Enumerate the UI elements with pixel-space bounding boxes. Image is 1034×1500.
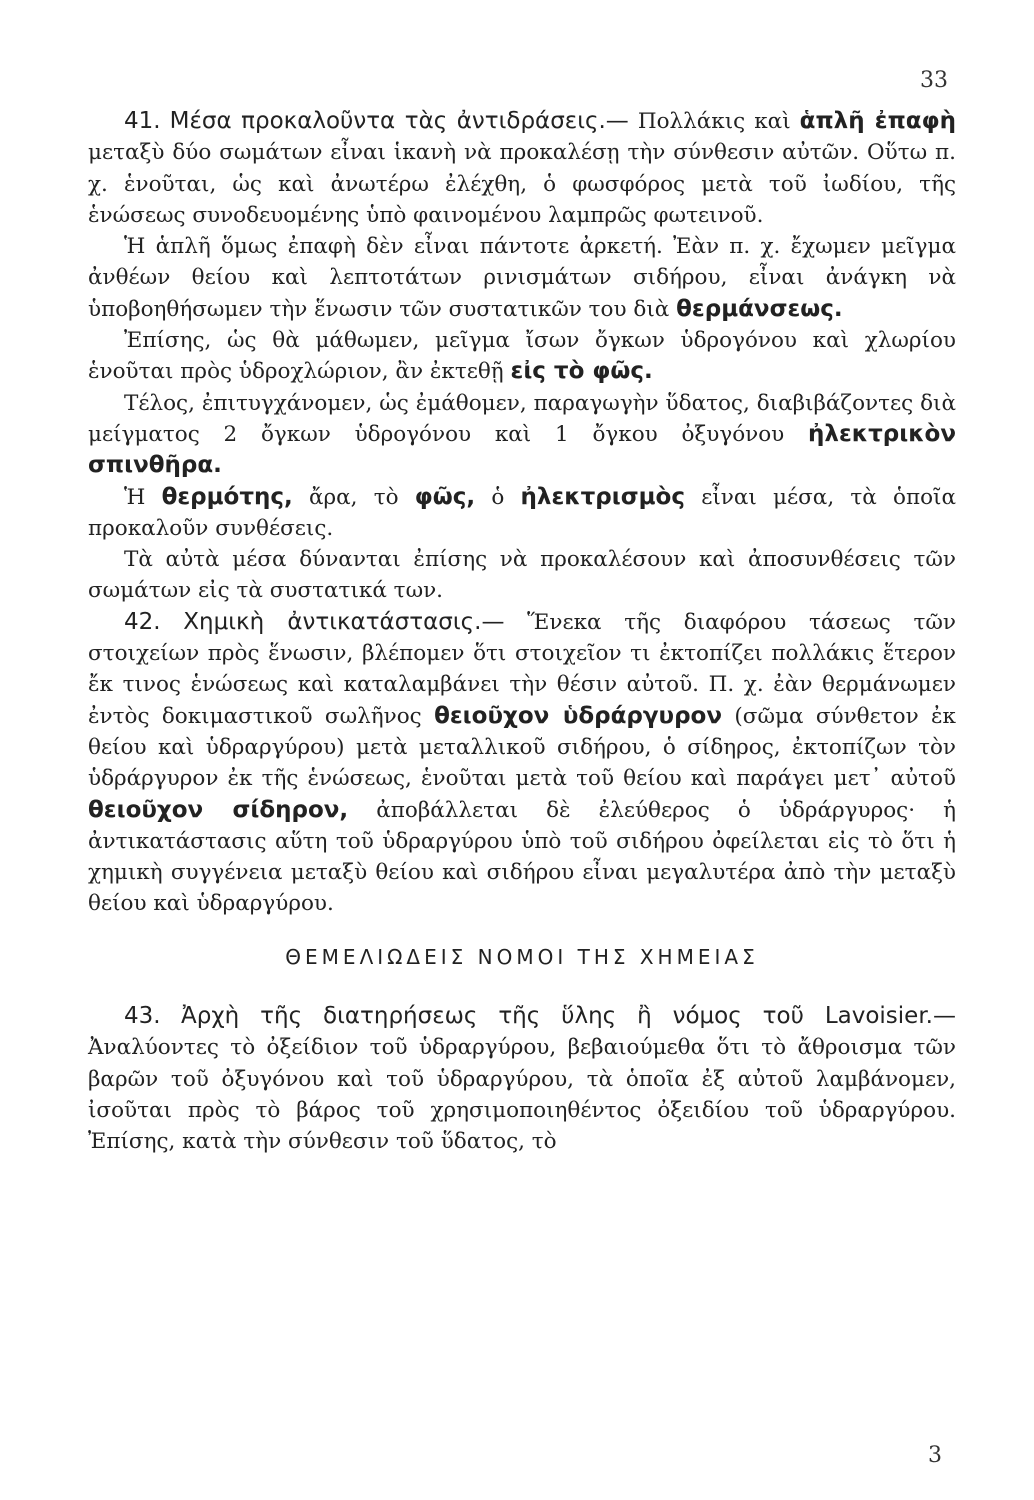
light-text: Ἐπίσης, ὡς θὰ μάθωμεν, μεῖγμα ἴσων ὄγκων ὑδρογόνου καὶ χλωρίου ἑνοῦται πρὸς ὑδροχλώριον, ἂν ἐκτεθῇ: [88, 328, 956, 385]
section-42-paragraph: [88, 607, 956, 920]
mercury-sulfide-term: θειοῦχον ὑδράργυρον: [434, 702, 723, 729]
heat-term: θερμότης,: [161, 483, 293, 510]
section-41-text-rest: μεταξὺ δύο σωμάτων εἶναι ἱκανὴ νὰ προκαλέσῃ τὴν σύνθεσιν αὐτῶν. Οὕτω π. χ. ἑνοῦται, ὡς καὶ ἀνωτέρω ἐλέχθη, ὁ φωσφόρος μετὰ τοῦ ἰωδίου, τῆς ἑνώσεως συνοδευομένης ὑπὸ φαινομένου λαμπρῶς φωτεινοῦ.: [88, 140, 956, 228]
signature-mark: 3: [928, 1443, 942, 1468]
section-42-number: 42.: [124, 608, 161, 635]
page-body: [88, 106, 956, 1158]
section-43-number: 43.: [124, 1003, 161, 1030]
light-term-2: φῶς,: [414, 483, 476, 510]
page-number: 33: [920, 68, 948, 93]
summary-text-d: εἶναι μέσα, τὰ ὁποῖα προκαλοῦν συνθέσεις.: [88, 484, 956, 541]
heating-text: Ἡ ἁπλῆ ὅμως ἐπαφὴ δὲν εἶναι πάντοτε ἀρκετή. Ἐὰν π. χ. ἔχωμεν μεῖγμα ἀνθέων θείου καὶ λεπτοτάτων ρινισμάτων σιδήρου, εἶναι ἀνάγκη νὰ ὑποβοηθήσωμεν τὴν ἕνωσιν τῶν συστατικῶν του διὰ: [88, 234, 956, 322]
section-42-text-a: Ἕνεκα τῆς διαφόρου τάσεως τῶν στοιχείων πρὸς ἕνωσιν, βλέπομεν ὅτι στοιχεῖον τι ἐκτοπίζει πολλάκις ἕτερον ἔκ τινος ἑνώσεως καὶ καταλαμβάνει τὴν θέσιν αὐτοῦ. Π. χ. ἐὰν θερμάνωμεν ἐντὸς δοκιμαστικοῦ σωλῆνος: [88, 609, 956, 729]
section-41-paragraph: [88, 106, 956, 231]
section-41-text: Πολλάκις καὶ: [637, 109, 791, 134]
summary-text-a: Ἡ: [124, 484, 146, 510]
section-41-number: 41.: [124, 108, 161, 134]
section-42-text-b: (σῶμα σύνθετον ἐκ θείου καὶ ὑδραργύρου) μετὰ μεταλλικοῦ σιδήρου, ὁ σίδηρος, ἐκτοπίζων τὸν ὑδράργυρον ἐκ τῆς ἑνώσεως, ἑνοῦται μετὰ τοῦ θείου καὶ παράγει μετ᾿ αὐτοῦ: [88, 703, 956, 792]
section-41-title: Μέσα προκαλοῦντα τὰς ἀντιδράσεις.—: [169, 108, 629, 134]
electricity-term: ἠλεκτρισμὸς: [520, 483, 685, 510]
heating-term: θερμάνσεως.: [676, 295, 843, 322]
spark-term: ἠλεκτρικὸν σπινθῆρα.: [88, 420, 956, 479]
spark-text: Τέλος, ἐπιτυγχάνομεν, ὡς ἐμάθομεν, παραγωγὴν ὕδατος, διαβιβάζοντες διὰ μείγματος 2 ὄγκων ὑδρογόνου καὶ 1 ὄγκου ὀξυγόνου: [88, 390, 956, 447]
section-43-title: Ἀρχὴ τῆς διατηρήσεως τῆς ὕλης ἢ νόμος τοῦ Lavoisier.—: [181, 1003, 956, 1030]
section-41-light-paragraph: [88, 325, 956, 388]
light-term: εἰς τὸ φῶς.: [510, 358, 653, 385]
summary-text-b: ἄρα, τὸ: [309, 484, 399, 510]
section-43-paragraph: [88, 1001, 956, 1157]
summary-text-c: ὁ: [491, 484, 505, 510]
section-41-spark-paragraph: [88, 388, 956, 482]
section-41-decomposition-paragraph: Τὰ αὐτὰ μέσα δύνανται ἐπίσης νὰ προκαλέσουν καὶ ἀποσυνθέσεις τῶν σωμάτων εἰς τὰ συστατικά των.: [88, 547, 956, 604]
chapter-heading: ΘΕΜΕΛΙΩΔΕΙΣ ΝΟΜΟΙ ΤΗΣ ΧΗΜΕΙΑΣ: [285, 944, 759, 969]
section-42-title: Χημικὴ ἀντικατάστασις.—: [183, 608, 505, 635]
section-41-summary-paragraph: [88, 482, 956, 545]
section-41-bold-contact: ἁπλῆ ἐπαφὴ: [799, 108, 956, 134]
section-43-text: Ἀναλύοντες τὸ ὀξείδιον τοῦ ὑδραργύρου, βεβαιούμεθα ὅτι τὸ ἄθροισμα τῶν βαρῶν τοῦ ὀξυγόνου καὶ τοῦ ὑδραργύρου, τὰ ὁποῖα ἐξ αὐτοῦ λαμβάνομεν, ἰσοῦται πρὸς τὸ βάρος τοῦ χρησιμοποιηθέντος ὀξειδίου τοῦ ὑδραργύρου. Ἐπίσης, κατὰ τὴν σύνθεσιν τοῦ ὕδατος, τὸ: [88, 1035, 956, 1155]
section-42-text-c: ἀποβάλλεται δὲ ἐλεύθερος ὁ ὑδράργυρος· ἡ ἀντικατάστασις αὕτη τοῦ ὑδραργύρου ὑπὸ τοῦ σιδήρου ὀφείλεται εἰς τὸ ὅτι ἡ χημικὴ συγγένεια μεταξὺ θείου καὶ σιδήρου εἶναι μεγαλυτέρα ἀπὸ τὴν μεταξὺ θείου καὶ ὑδραργύρου.: [88, 797, 956, 917]
section-41-heating-paragraph: [88, 231, 956, 325]
iron-sulfide-term: θειοῦχον σίδηρον,: [88, 796, 349, 823]
